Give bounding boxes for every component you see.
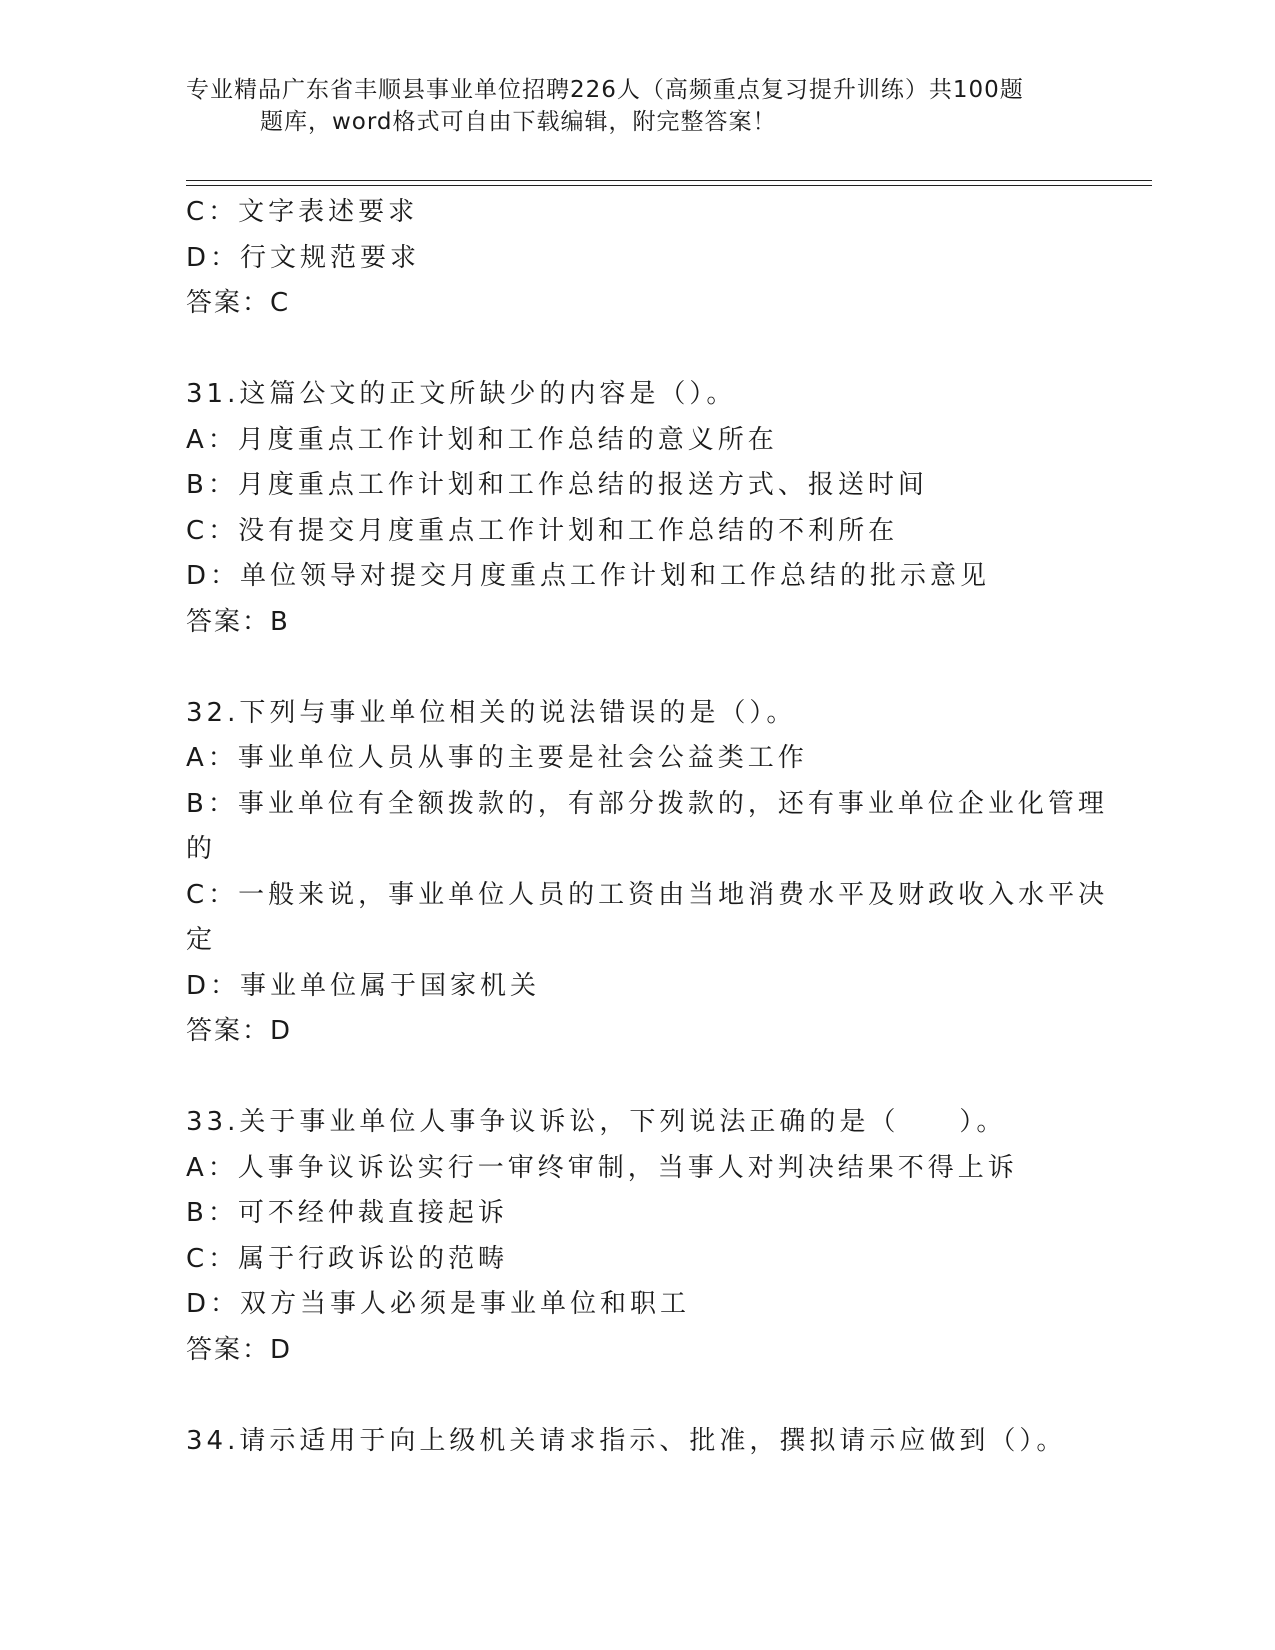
option-d: D：单位领导对提交月度重点工作计划和工作总结的批示意见 [186, 561, 991, 591]
option-a: A：月度重点工作计划和工作总结的意义所在 [186, 424, 778, 455]
document-title-line1: 专业精品广东省丰顺县事业单位招聘226人（高频重点复习提升训练）共100题 [186, 77, 1024, 103]
spacer [186, 1373, 1086, 1419]
option-c: C：文字表述要求 [186, 197, 419, 227]
option-d: D：行文规范要求 [186, 242, 421, 273]
answer-label: 答案：B [186, 606, 290, 637]
header-divider-bottom [186, 185, 1152, 186]
question-32 [186, 691, 1109, 1055]
spacer [186, 327, 1086, 373]
question-text: 33.关于事业单位人事争议诉讼，下列说法正确的是（ ）。 [186, 1107, 1007, 1137]
spacer [186, 645, 1086, 691]
option-c: C：属于行政诉讼的范畴 [186, 1243, 509, 1274]
option-c: C：没有提交月度重点工作计划和工作总结的不利所在 [186, 515, 899, 546]
document-title-line2: 题库，word格式可自由下载编辑，附完整答案！ [260, 109, 777, 135]
question-text: 34.请示适用于向上级机关请求指示、批准，撰拟请示应做到（）。 [186, 1425, 1067, 1456]
question-30-tail [186, 190, 1086, 327]
document-body [186, 190, 1109, 1464]
option-b-line2: 的 [186, 834, 217, 864]
header-divider-top [186, 180, 1152, 181]
option-b-line1: B：事业单位有全额拨款的，有部分拨款的，还有事业单位企业化管理 [186, 788, 1108, 819]
option-a: A：人事争议诉讼实行一审终审制，当事人对判决结果不得上诉 [186, 1152, 1018, 1183]
question-33 [186, 1100, 1086, 1373]
option-c-line1: C：一般来说，事业单位人员的工资由当地消费水平及财政收入水平决 [186, 879, 1109, 910]
answer-label: 答案：D [186, 1016, 293, 1046]
document-header [186, 74, 1066, 138]
question-text: 32.下列与事业单位相关的说法错误的是（）。 [186, 697, 797, 728]
option-c-line2: 定 [186, 925, 217, 955]
answer-label: 答案：D [186, 1334, 293, 1365]
option-d: D：双方当事人必须是事业单位和职工 [186, 1289, 691, 1319]
option-b: B：月度重点工作计划和工作总结的报送方式、报送时间 [186, 470, 928, 500]
question-text: 31.这篇公文的正文所缺少的内容是（）。 [186, 379, 737, 409]
question-31 [186, 372, 1086, 645]
answer-label: 答案：C [186, 288, 291, 318]
spacer [186, 1055, 1086, 1101]
option-b: B：可不经仲裁直接起诉 [186, 1198, 508, 1228]
option-d: D：事业单位属于国家机关 [186, 970, 541, 1001]
question-34 [186, 1419, 1086, 1465]
option-a: A：事业单位人员从事的主要是社会公益类工作 [186, 743, 808, 773]
